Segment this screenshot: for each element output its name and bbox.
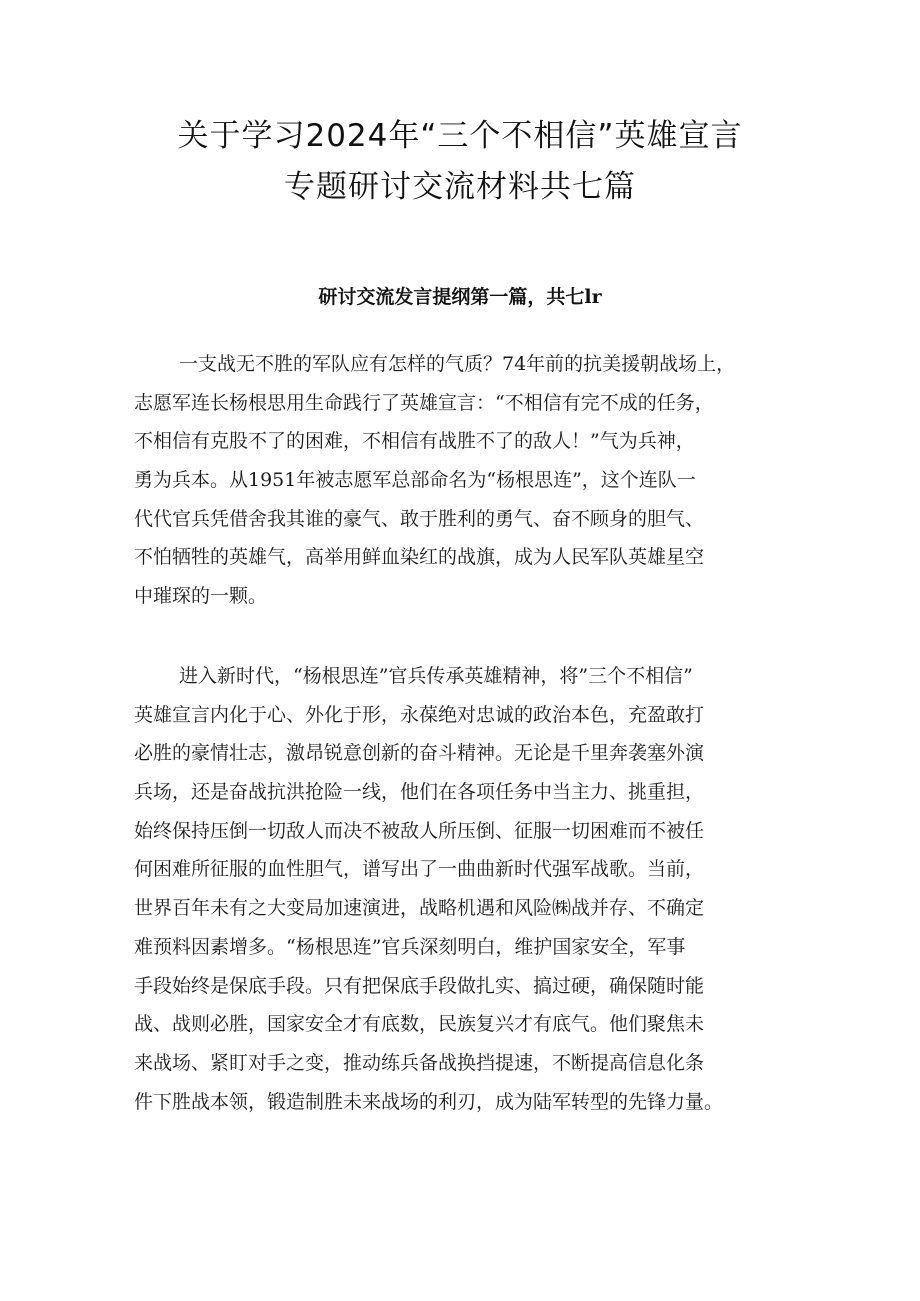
paragraph-line: 进入新时代，“杨根思连”官兵传承英雄精神，将”三个不相信”: [179, 665, 693, 687]
paragraph-line: 战、战则必胜，国家安全才有底数，民族复兴才有底气。他们聚焦未: [134, 1013, 705, 1036]
paragraph-line: 何困难所征服的血性胆气，谱写出了一曲曲新时代强军战歌。当前，: [134, 858, 705, 881]
paragraph-2: [134, 657, 794, 1121]
paragraph-line: 难预料因素增多。“杨根思连”官兵深刻明白，维护国家安全，军事: [134, 935, 686, 958]
paragraph-line: 件下胜战本领，锻造制胜未来战场的利刃，成为陆军转型的先锋力量。: [134, 1090, 724, 1113]
paragraph-line: 志愿军连长杨根思用生命践行了英雄宣言：“不相信有完不成的任务，: [134, 391, 714, 414]
paragraph-line: 英雄宣言内化于心、外化于形，永葆绝对忠诚的政治本色，充盈敢打: [134, 703, 705, 726]
paragraph-line: 一支战无不胜的军队应有怎样的气质？74年前的抗美援朝战场上，: [179, 353, 736, 375]
paragraph-line: 兵场，还是奋战抗洪抢险一线，他们在各项任务中当主力、挑重担，: [134, 781, 705, 804]
paragraph-line: 来战场、紧盯对手之变，推动练兵备战换挡提速，不断提高信息化条: [134, 1051, 705, 1074]
paragraph-line: 代代官兵凭借舍我其谁的豪气、敢于胜利的勇气、奋不顾身的胆气、: [134, 507, 705, 530]
paragraph-line: 中璀琛的一颗。: [134, 585, 268, 608]
paragraph-line: 不怕牺牲的英雄气，高举用鲜血染红的战旗，成为人民军队英雄星空: [134, 546, 705, 569]
paragraph-line: 勇为兵本。从1951年被志愿军总部命名为“杨根思连”，这个连队一: [134, 469, 696, 492]
paragraph-line: 手段始终是保底手段。只有把保底手段做扎实、搞过硬，确保随时能: [134, 974, 705, 997]
paragraph-line: 始终保持压倒一切敌人而决不被敌人所压倒、征服一切困难而不被任: [134, 819, 705, 842]
paragraph-1: [134, 345, 794, 616]
paragraph-line: 世界百年未有之大变局加速演进，战略机遇和风险㈱战并存、不确定: [134, 897, 705, 920]
document-title-line-2: 专题研讨交流材料共七篇: [284, 169, 636, 205]
paragraph-line: 不相信有克股不了的困难，不相信有战胜不了的敌人！”气为兵神，: [134, 430, 695, 453]
section-heading: 研讨交流发言提纲第一篇，共七lr: [318, 286, 602, 308]
document-title-line-1: 关于学习2024年“三个不相信”英雄宣言: [177, 118, 743, 154]
paragraph-line: 必胜的豪情壮志，激昂锐意创新的奋斗精神。无论是千里奔袭塞外演: [134, 742, 705, 765]
